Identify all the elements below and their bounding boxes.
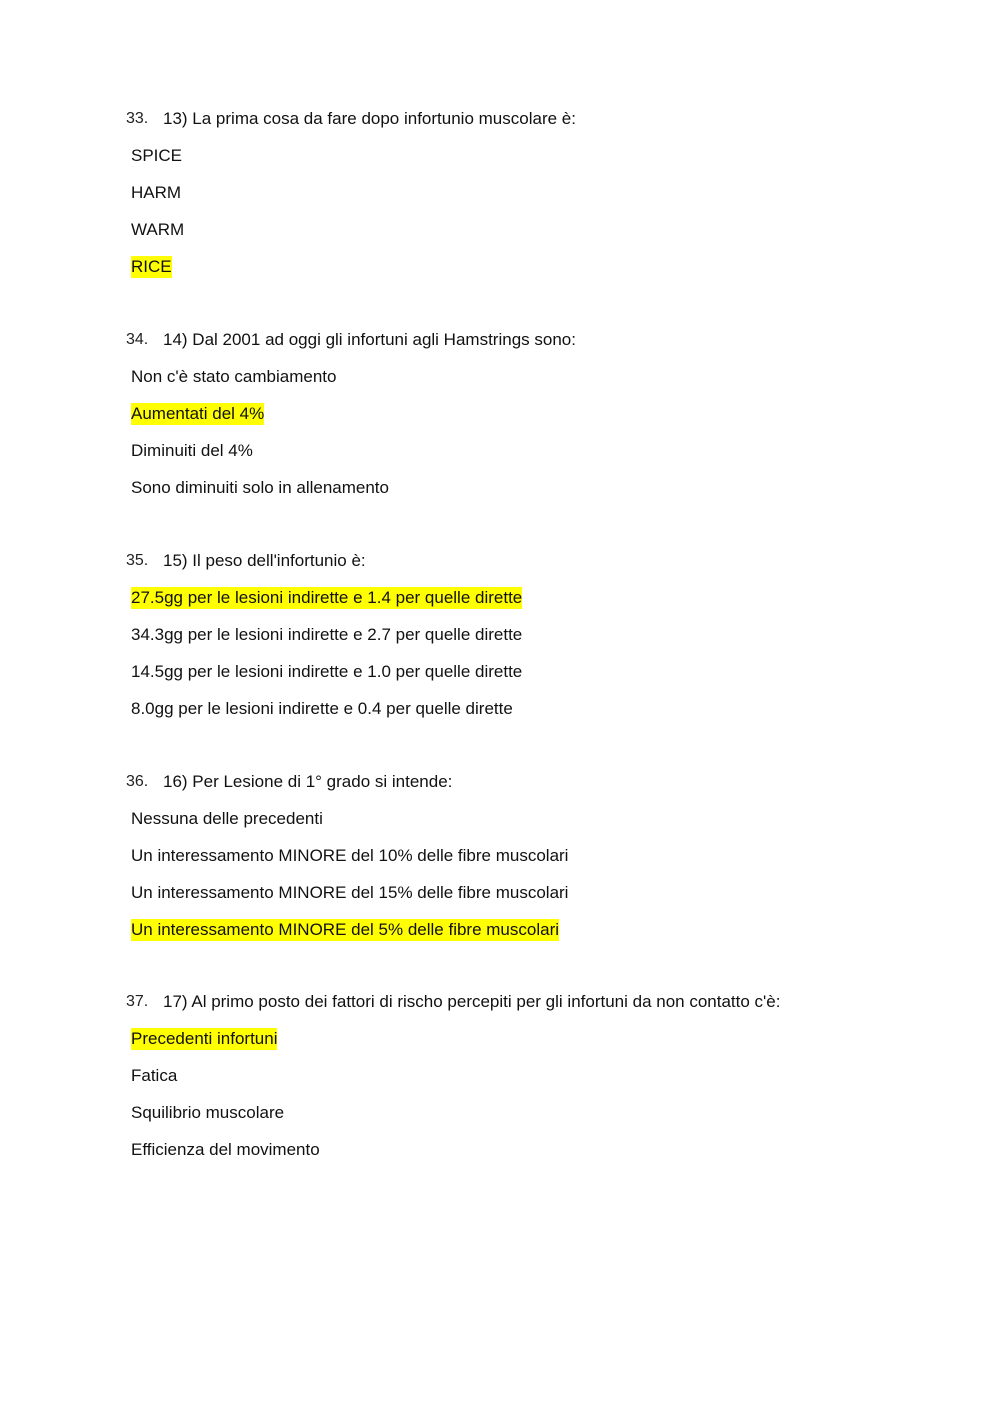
- answer-label: Squilibrio muscolare: [131, 1103, 285, 1122]
- answer-option-correct: [0, 1028, 1000, 1065]
- answer-label: 8.0gg per le lesioni indirette e 0.4 per quelle dirette: [131, 699, 513, 718]
- question-text: 13) La prima cosa da fare dopo infortunio muscolare è:: [163, 109, 576, 128]
- answer-label-highlighted: RICE: [131, 257, 172, 276]
- answer-option: [0, 661, 1000, 698]
- answer-option: [0, 366, 1000, 403]
- answer-option-correct: [0, 403, 1000, 440]
- question-number: 35.: [126, 552, 149, 569]
- question-text: 17) Al primo posto dei fattori di rischo percepiti per gli infortuni da non contatto c'è:: [163, 992, 781, 1011]
- question-33: [0, 108, 1000, 293]
- answer-label: Non c'è stato cambiamento: [131, 367, 337, 386]
- answer-label: Un interessamento MINORE del 15% delle fibre muscolari: [131, 883, 569, 902]
- answer-label: Efficienza del movimento: [131, 1140, 320, 1159]
- answer-option: [0, 624, 1000, 661]
- question-text: 16) Per Lesione di 1° grado si intende:: [163, 772, 453, 791]
- answer-option-correct: [0, 919, 1000, 956]
- answer-option: [0, 1139, 1000, 1176]
- answer-option: [0, 698, 1000, 735]
- answer-option: [0, 440, 1000, 477]
- answer-label-highlighted: Precedenti infortuni: [131, 1029, 278, 1048]
- question-text: 14) Dal 2001 ad oggi gli infortuni agli Hamstrings sono:: [163, 330, 576, 349]
- answer-label-highlighted: 27.5gg per le lesioni indirette e 1.4 per quelle dirette: [131, 588, 523, 607]
- answer-label-highlighted: Un interessamento MINORE del 5% delle fibre muscolari: [131, 920, 560, 939]
- question-36: [0, 771, 1000, 956]
- answer-label: Diminuiti del 4%: [131, 441, 253, 460]
- question-text: 15) Il peso dell'infortunio è:: [163, 551, 366, 570]
- question-34: [0, 329, 1000, 514]
- answer-label: Nessuna delle precedenti: [131, 809, 323, 828]
- answer-option: [0, 145, 1000, 182]
- question-number: 34.: [126, 331, 149, 348]
- answer-option: [0, 477, 1000, 514]
- answer-option: [0, 845, 1000, 882]
- answer-option: [0, 1102, 1000, 1139]
- answer-option: [0, 808, 1000, 845]
- answer-label: SPICE: [131, 146, 183, 165]
- answer-option-correct: [0, 587, 1000, 624]
- answer-label: 34.3gg per le lesioni indirette e 2.7 per quelle dirette: [131, 625, 523, 644]
- answer-option-correct: [0, 256, 1000, 293]
- question-35: [0, 550, 1000, 735]
- answer-label-highlighted: Aumentati del 4%: [131, 404, 265, 423]
- answer-label: Fatica: [131, 1066, 178, 1085]
- question-number: 37.: [126, 993, 149, 1010]
- answer-label: Un interessamento MINORE del 10% delle fibre muscolari: [131, 846, 569, 865]
- answer-option: [0, 182, 1000, 219]
- question-37: [0, 991, 1000, 1176]
- answer-option: [0, 219, 1000, 256]
- answer-option: [0, 1065, 1000, 1102]
- answer-option: [0, 882, 1000, 919]
- answer-label: Sono diminuiti solo in allenamento: [131, 478, 389, 497]
- answer-label: HARM: [131, 183, 182, 202]
- question-number: 36.: [126, 773, 149, 790]
- answer-label: 14.5gg per le lesioni indirette e 1.0 per quelle dirette: [131, 662, 523, 681]
- question-number: 33.: [126, 110, 149, 127]
- answer-label: WARM: [131, 220, 185, 239]
